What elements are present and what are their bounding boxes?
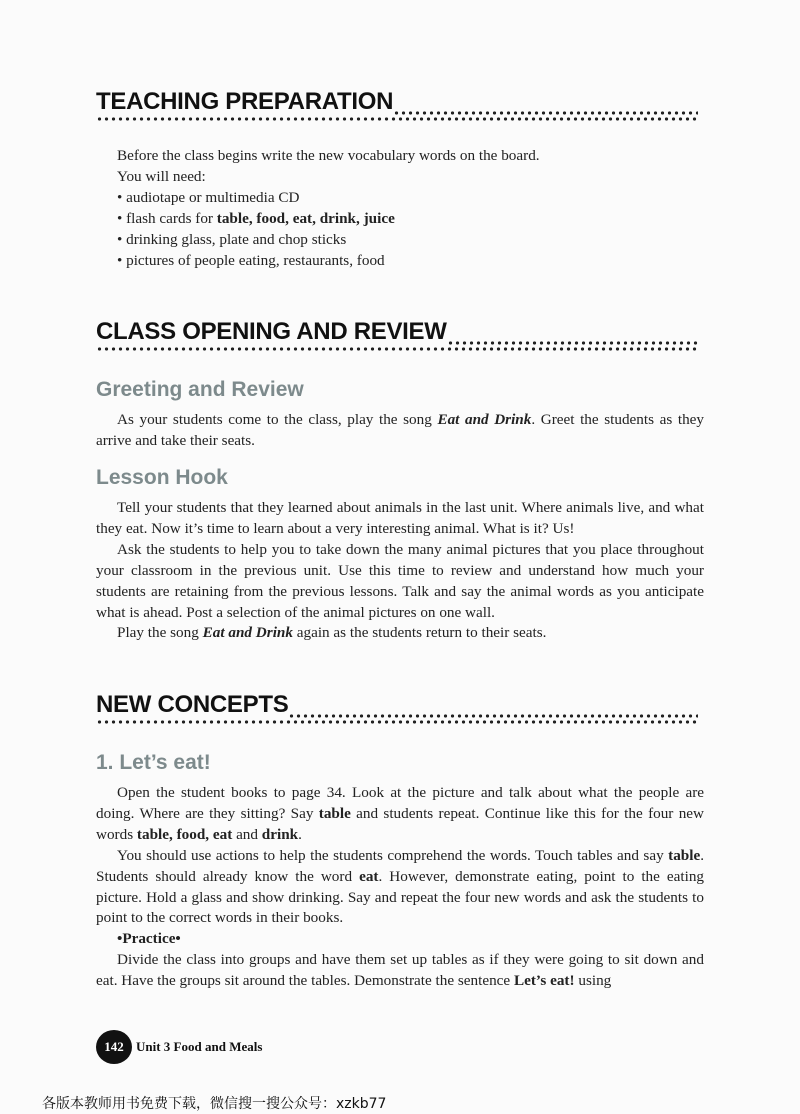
class-opening-heading [96, 312, 698, 346]
list-item: • drinking glass, plate and chop sticks [117, 230, 347, 248]
song-title: Eat and Drink [437, 411, 532, 428]
flash-card-words: table, food, eat, drink, juice [216, 209, 395, 227]
text-run: As your students come to the class, play the song [117, 411, 438, 428]
vocab-words: table, food, eat [136, 825, 233, 843]
text-run: . Greet the students as they arrive and take their seats. [96, 411, 705, 449]
paragraph [96, 950, 704, 992]
page-number-badge: 142 [96, 1030, 132, 1064]
vocab-word: table [668, 846, 701, 864]
unit-label: Unit 3 Food and Meals [136, 1039, 263, 1054]
greeting-body [96, 410, 704, 452]
list-item: • audiotape or multimedia CD [117, 188, 300, 206]
practice-label: •Practice• [117, 930, 181, 948]
text-run: again as the students return to their seats. [292, 624, 547, 642]
vocab-word: drink [261, 825, 299, 843]
paragraph: Ask the students to help you to take down the many animal pictures that you place throughout your classroom in the previous unit. Use this time to review and understand how much your students are retaining from the previous lessons. Talk and say the animal words as you anticipate what is ahead. Post a selection of the animal pictures on one wall. [96, 540, 704, 621]
teaching-preparation-heading [96, 82, 698, 116]
text-run: Open the student books to page 34. Look at the picture and talk about what the people are doing. Where are they sitting? Say [96, 784, 704, 822]
paragraph [96, 623, 704, 644]
paragraph: Tell your students that they learned about animals in the last unit. Where animals live, and what they eat. Now it’s time to learn about a very interesting animal. What is it? Us! [96, 499, 704, 537]
new-concepts-heading [96, 685, 698, 719]
list-item-text: • flash cards for [117, 209, 217, 227]
dotted-underline [96, 116, 698, 122]
vocab-word: table [318, 804, 351, 822]
preparation-list [117, 146, 677, 271]
greeting-subheading: Greeting and Review [96, 378, 304, 401]
section-title: NEW CONCEPTS [96, 691, 289, 718]
dotted-underline [96, 719, 698, 725]
text-run: and [232, 825, 262, 843]
text-run: . Students should already know the word [96, 846, 704, 885]
paragraph [96, 783, 704, 846]
example-sentence: Let’s eat! [513, 972, 575, 990]
lesson-hook-subheading: Lesson Hook [96, 466, 228, 489]
vocab-word: eat [359, 867, 379, 885]
text-run: . However, demonstrate eating, point to the eating picture. Hold a glass and show drinking. Say and repeat the four new words and ask the students to point to the correct words in their books. [96, 867, 705, 927]
text-run: using [574, 972, 612, 990]
text-run: and students repeat. Continue like this for the four new words [96, 804, 705, 843]
list-item [117, 209, 677, 230]
lesson-hook-body [96, 498, 704, 644]
watermark-text: 各版本教师用书免费下载，微信搜一搜公众号：xzkb77 [42, 1096, 387, 1112]
lets-eat-subheading: 1. Let’s eat! [96, 751, 211, 774]
text-run: Divide the class into groups and have them set up tables as if they were going to sit down and eat. Have the groups sit around the tables. Demonstrate the sentence [96, 951, 704, 990]
page-footer [96, 1030, 262, 1064]
song-title: Eat and Drink [202, 624, 293, 642]
lets-eat-body [96, 783, 704, 992]
paragraph [96, 846, 704, 930]
preparation-intro: Before the class begins write the new vocabulary words on the board. [117, 147, 540, 164]
paragraph [96, 929, 704, 950]
list-item: • pictures of people eating, restaurants, food [117, 251, 385, 269]
text-run: You should use actions to help the students comprehend the words. Touch tables and say [117, 846, 669, 864]
preparation-need-label: You will need: [117, 167, 206, 185]
text-run: Play the song [117, 624, 203, 642]
section-title: CLASS OPENING AND REVIEW [96, 318, 447, 345]
section-title: TEACHING PREPARATION [96, 88, 394, 115]
text-run: . [298, 825, 302, 843]
paragraph [96, 410, 704, 452]
dotted-underline [96, 346, 698, 352]
